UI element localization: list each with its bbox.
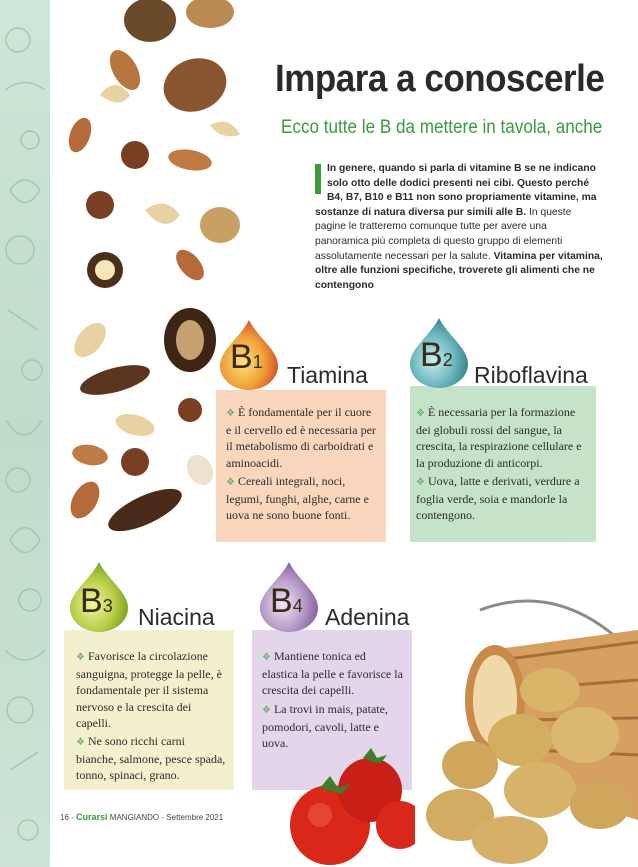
vitamin-b3-name: Niacina	[138, 604, 215, 630]
footer-separator: -	[71, 813, 74, 822]
vitamin-b2-point: ❖ Uova, latte e derivati, verdure a foglia verde, soia e mandorle la contengono.	[416, 473, 580, 523]
intro-body: In queste pagine le tratteremo comunque tutte per avere una panoramica più completa di questo gruppo di elementi assolutamente necessari per la salute.	[315, 206, 572, 262]
page-title: Impara a conoscerle	[275, 58, 605, 100]
diamond-bullet-icon: ❖	[226, 476, 235, 488]
tomatoes-illustration	[275, 730, 415, 867]
intro-lead: In genere, quando si parla di vitamine B se ne indicano solo otto delle dodici presenti nei cibi. Questo perché B4, B7, B10 e B11 non sono propriamente vitamine, ma sostanze di natura diversa pur simili alle B.	[315, 163, 597, 218]
vitamin-b4-point: ❖ Mantiene tonica ed elastica la pelle e favorisce la crescita dei capelli.	[262, 649, 403, 698]
vitamin-b3-point: ❖ Favorisce la circolazione sanguigna, protegge la pelle, è fondamentale per il sistema nervoso e la crescita dei capelli.	[76, 649, 222, 730]
vitamin-b4-point: ❖ La trovi in mais, patate, pomodori, cavoli, latte e uova.	[262, 701, 388, 751]
vitamin-b1-code: B1	[230, 338, 263, 376]
vitamin-b1-point: ❖ È fondamentale per il cuore e il cervello ed è necessaria per il metabolismo di carboidrati e aminoacidi.	[226, 405, 376, 470]
potato-basket-illustration	[400, 590, 638, 867]
page-number: 16	[60, 813, 69, 822]
vitamin-b3-point: ❖ Ne sono ricchi carni bianche, salmone, pesce spada, tonno, spinaci, grano.	[76, 734, 226, 783]
vitamin-b2-code: B2	[420, 336, 453, 374]
diamond-bullet-icon: ❖	[226, 408, 235, 419]
page-footer	[60, 812, 223, 822]
vitamin-b1-box	[216, 390, 386, 542]
intro-paragraph	[315, 162, 603, 293]
diamond-bullet-icon: ❖	[416, 408, 425, 419]
vitamin-b3-box	[64, 630, 234, 790]
page-subtitle: Ecco tutte le B da mettere in tavola, anche	[281, 117, 603, 138]
magazine-name: MANGIANDO	[109, 813, 160, 822]
magazine-brand: Curarsi	[76, 812, 108, 822]
diamond-bullet-icon: ❖	[416, 476, 425, 488]
vitamin-b1-point: ❖ Cereali integrali, noci, legumi, funghi, alghe, carne e uova ne sono buone fonti.	[226, 473, 369, 523]
vitamin-b4-name: Adenina	[325, 604, 410, 630]
diamond-bullet-icon: ❖	[262, 704, 271, 716]
intro-tail: Vitamina per vitamina, oltre alle funzioni specifiche, troverete gli alimenti che ne contengono	[315, 250, 603, 291]
dropcap-bar	[315, 164, 321, 194]
footer-separator: -	[161, 813, 165, 822]
vitamin-b2-name: Riboflavina	[474, 362, 588, 388]
diamond-bullet-icon: ❖	[76, 737, 85, 749]
diamond-bullet-icon: ❖	[76, 652, 85, 663]
vitamin-b2-box	[410, 386, 596, 542]
decorative-side-band	[0, 0, 50, 867]
vitamin-b4-code: B4	[270, 582, 303, 620]
diamond-bullet-icon: ❖	[262, 652, 271, 663]
issue-date: Settembre 2021	[166, 813, 224, 822]
vegetable-pattern-illustration	[0, 0, 50, 867]
vitamin-b3-code: B3	[80, 582, 113, 620]
vitamin-b2-point: ❖ È necessaria per la formazione dei globuli rossi del sangue, la crescita, la respirazione cellulare e la produzione di anticorpi.	[416, 405, 582, 470]
vitamin-b1-name: Tiamina	[287, 362, 368, 388]
